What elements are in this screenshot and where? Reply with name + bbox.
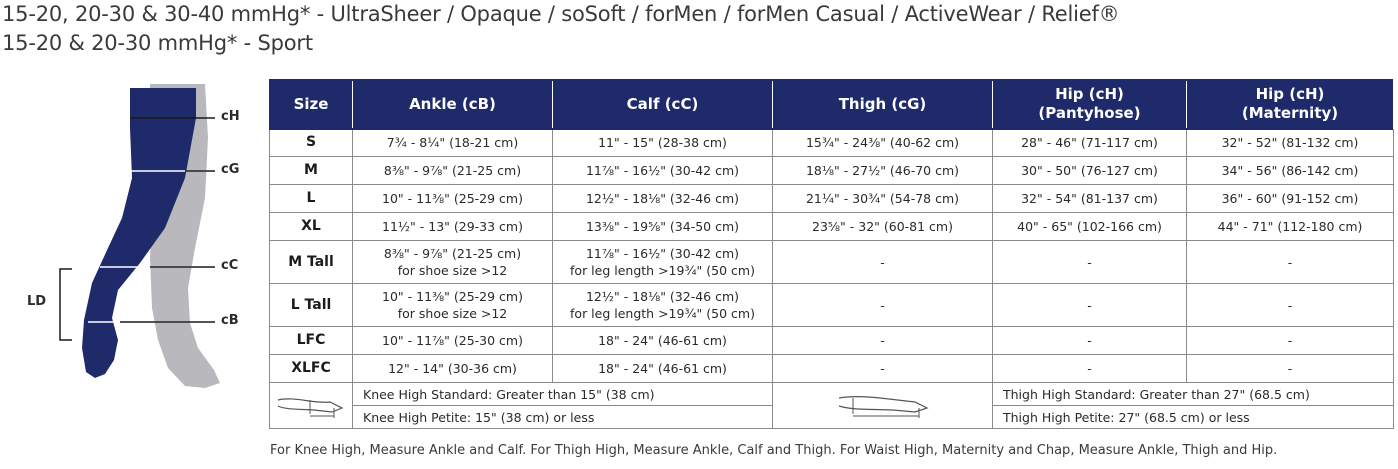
thigh-high-length-icon [833, 388, 933, 424]
table-row [270, 284, 1394, 327]
table-row [270, 213, 1394, 241]
thigh-cell-text: - [880, 297, 885, 313]
thigh-high-standard: Thigh High Standard: Greater than 27" (68.5 cm) [993, 383, 1394, 406]
size-cell [270, 241, 353, 284]
calf-cell-text: 11" - 15" (28-38 cm) [598, 135, 727, 150]
hip-pantyhose-cell [993, 241, 1187, 284]
hip-maternity-cell [1187, 241, 1394, 284]
cg-label: cG [221, 162, 240, 177]
hip-maternity-cell [1187, 327, 1394, 355]
table-header-row [270, 80, 1394, 129]
ankle-cell [353, 157, 553, 185]
ankle-cell-text: 8⅜" - 9⅞" (21-25 cm) [383, 246, 522, 261]
knee-length-icon-cell [270, 383, 353, 429]
header-size: Size [270, 80, 353, 129]
thigh-cell [773, 157, 993, 185]
calf-cell-text: for leg length >19¾" (50 cm) [570, 263, 755, 278]
calf-cell-text: for leg length >19¾" (50 cm) [570, 306, 755, 321]
knee-high-petite: Knee High Petite: 15" (38 cm) or less [353, 406, 773, 429]
calf-cell [553, 213, 773, 241]
hip-pantyhose-cell-text: - [1087, 333, 1092, 348]
size-cell-text: M Tall [288, 253, 334, 270]
header-hip-pantyhose-line1: Hip (cH) [1055, 85, 1124, 103]
size-cell [270, 284, 353, 327]
hip-pantyhose-cell-text: 32" - 54" (81-137 cm) [1021, 191, 1158, 206]
calf-cell [553, 327, 773, 355]
thigh-cell-text: 15¾" - 24⅜" (40-62 cm) [805, 135, 960, 150]
header-hip-pantyhose [993, 80, 1187, 129]
hip-maternity-cell-text: 32" - 52" (81-132 cm) [1221, 135, 1359, 150]
hip-maternity-cell [1187, 185, 1394, 213]
ankle-cell-text: for shoe size >12 [397, 306, 508, 321]
calf-cell-text: 18" - 24" (46-61 cm) [598, 361, 727, 376]
calf-cell-text: 11⅞" - 16½" (30-42 cm) [585, 163, 740, 178]
thigh-cell [773, 284, 993, 327]
thigh-cell [773, 327, 993, 355]
page-subtitle: 15-20 & 20-30 mmHg* - Sport [2, 31, 313, 55]
ankle-cell-text: 10" - 11⅞" (25-30 cm) [382, 333, 523, 348]
hip-maternity-cell-text: - [1287, 333, 1293, 348]
header-ankle: Ankle (cB) [353, 80, 553, 129]
hip-maternity-cell [1187, 129, 1394, 157]
thigh-high-petite: Thigh High Petite: 27" (68.5 cm) or less [993, 406, 1394, 429]
table-row [270, 157, 1394, 185]
ld-bracket [60, 269, 72, 340]
thigh-cell [773, 185, 993, 213]
hip-pantyhose-cell [993, 129, 1187, 157]
knee-high-standard: Knee High Standard: Greater than 15" (38 cm) [353, 383, 773, 406]
table-row [270, 185, 1394, 213]
calf-cell [553, 355, 773, 383]
calf-cell [553, 185, 773, 213]
ankle-cell [353, 129, 553, 157]
hip-pantyhose-cell-text: - [1087, 297, 1092, 313]
hip-maternity-cell-text: 36" - 60" (91-152 cm) [1221, 191, 1359, 206]
thigh-cell-text: 21¼" - 30¾" (54-78 cm) [805, 191, 960, 206]
hip-pantyhose-cell [993, 327, 1187, 355]
hip-maternity-cell [1187, 157, 1394, 185]
calf-cell [553, 284, 773, 327]
hip-pantyhose-cell-text: 30" - 50" (76-127 cm) [1021, 163, 1158, 178]
length-row-standard [270, 383, 1394, 406]
thigh-length-icon-cell [773, 383, 993, 429]
calf-cell-text: 13⅜" - 19⅝" (34-50 cm) [585, 219, 740, 234]
hip-pantyhose-cell-text: - [1087, 254, 1092, 270]
size-chart-table [269, 79, 1394, 429]
table-row [270, 355, 1394, 383]
header-hip-maternity-line2: (Maternity) [1241, 104, 1339, 122]
size-cell-text: S [305, 134, 317, 150]
thigh-cell [773, 213, 993, 241]
hip-pantyhose-cell [993, 185, 1187, 213]
hip-maternity-cell [1187, 355, 1394, 383]
ankle-cell [353, 284, 553, 327]
thigh-cell-text: - [880, 361, 885, 376]
table-row [270, 241, 1394, 284]
thigh-cell-text: - [880, 254, 885, 270]
hip-maternity-cell [1187, 213, 1394, 241]
size-cell [270, 129, 353, 157]
ankle-cell-text: 12" - 14" (30-36 cm) [388, 361, 517, 376]
ankle-cell [353, 327, 553, 355]
size-cell-text: LFC [296, 332, 326, 348]
cb-label: cB [221, 313, 239, 328]
calf-cell-text: 12½" - 18⅛" (32-46 cm) [585, 191, 740, 206]
table-row [270, 327, 1394, 355]
size-cell [270, 157, 353, 185]
header-calf: Calf (cC) [553, 80, 773, 129]
hip-pantyhose-cell-text: 28" - 46" (71-117 cm) [1021, 135, 1158, 150]
ankle-cell-text: 11½" - 13" (29-33 cm) [382, 219, 523, 234]
size-cell-text: XL [301, 218, 321, 234]
header-hip-maternity [1187, 80, 1394, 129]
size-cell-text: M [304, 162, 318, 178]
ankle-cell-text: 7¾ - 8¼" (18-21 cm) [386, 135, 519, 150]
calf-cell-text: 18" - 24" (46-61 cm) [598, 333, 727, 348]
page-title: 15-20, 20-30 & 30-40 mmHg* - UltraSheer / Opaque / soSoft / forMen / forMen Casual / ActiveWear / Relief® [2, 2, 1120, 26]
thigh-cell-text: 18⅛" - 27½" (46-70 cm) [805, 163, 960, 178]
hip-maternity-cell-text: 34" - 56" (86-142 cm) [1221, 163, 1359, 178]
header-hip-pantyhose-line2: (Pantyhose) [1038, 104, 1141, 122]
hip-pantyhose-cell [993, 355, 1187, 383]
header-hip-maternity-line1: Hip (cH) [1255, 85, 1325, 103]
thigh-cell-text: 23⅝" - 32" (60-81 cm) [812, 219, 953, 234]
cc-label: cC [221, 258, 239, 273]
hip-pantyhose-cell [993, 284, 1187, 327]
ankle-cell [353, 213, 553, 241]
ld-label: LD [27, 294, 47, 309]
footer-note: For Knee High, Measure Ankle and Calf. For Thigh High, Measure Ankle, Calf and Thigh. For Waist High, Maternity and Chap, Measure Ankle, Thigh and Hip. [270, 443, 1278, 458]
hip-maternity-cell-text: 44" - 71" (112-180 cm) [1217, 219, 1363, 234]
size-cell-text: L Tall [290, 296, 332, 313]
header-thigh: Thigh (cG) [773, 80, 993, 129]
ch-label: cH [221, 109, 240, 124]
hip-maternity-cell-text: - [1287, 297, 1293, 313]
calf-cell [553, 157, 773, 185]
size-cell [270, 355, 353, 383]
thigh-cell [773, 241, 993, 284]
calf-cell-text: 11⅞" - 16½" (30-42 cm) [585, 246, 740, 261]
ankle-cell-text: for shoe size >12 [397, 263, 508, 278]
calf-cell [553, 241, 773, 284]
hip-pantyhose-cell [993, 157, 1187, 185]
ankle-cell-text: 10" - 11⅜" (25-29 cm) [382, 191, 523, 206]
size-cell [270, 327, 353, 355]
calf-cell [553, 129, 773, 157]
hip-maternity-cell-text: - [1287, 361, 1293, 376]
leg-illustration [0, 78, 265, 398]
hip-maternity-cell [1187, 284, 1394, 327]
size-cell [270, 213, 353, 241]
size-cell-text: XLFC [291, 360, 331, 376]
hip-pantyhose-cell-text: 40" - 65" (102-166 cm) [1017, 219, 1162, 234]
ankle-cell [353, 185, 553, 213]
hip-pantyhose-cell-text: - [1087, 361, 1092, 376]
hip-maternity-cell-text: - [1287, 254, 1293, 270]
table-row [270, 129, 1394, 157]
ankle-cell-text: 8⅜" - 9⅞" (21-25 cm) [383, 163, 522, 178]
ankle-cell [353, 355, 553, 383]
hip-pantyhose-cell [993, 213, 1187, 241]
ankle-cell-text: 10" - 11⅜" (25-29 cm) [382, 289, 523, 304]
calf-cell-text: 12½" - 18⅛" (32-46 cm) [585, 289, 740, 304]
leg-measurement-diagram [0, 78, 265, 398]
ankle-cell [353, 241, 553, 284]
size-cell-text: L [306, 190, 316, 206]
size-cell [270, 185, 353, 213]
thigh-cell [773, 129, 993, 157]
thigh-cell [773, 355, 993, 383]
thigh-cell-text: - [880, 333, 885, 348]
knee-high-length-icon [274, 388, 348, 424]
